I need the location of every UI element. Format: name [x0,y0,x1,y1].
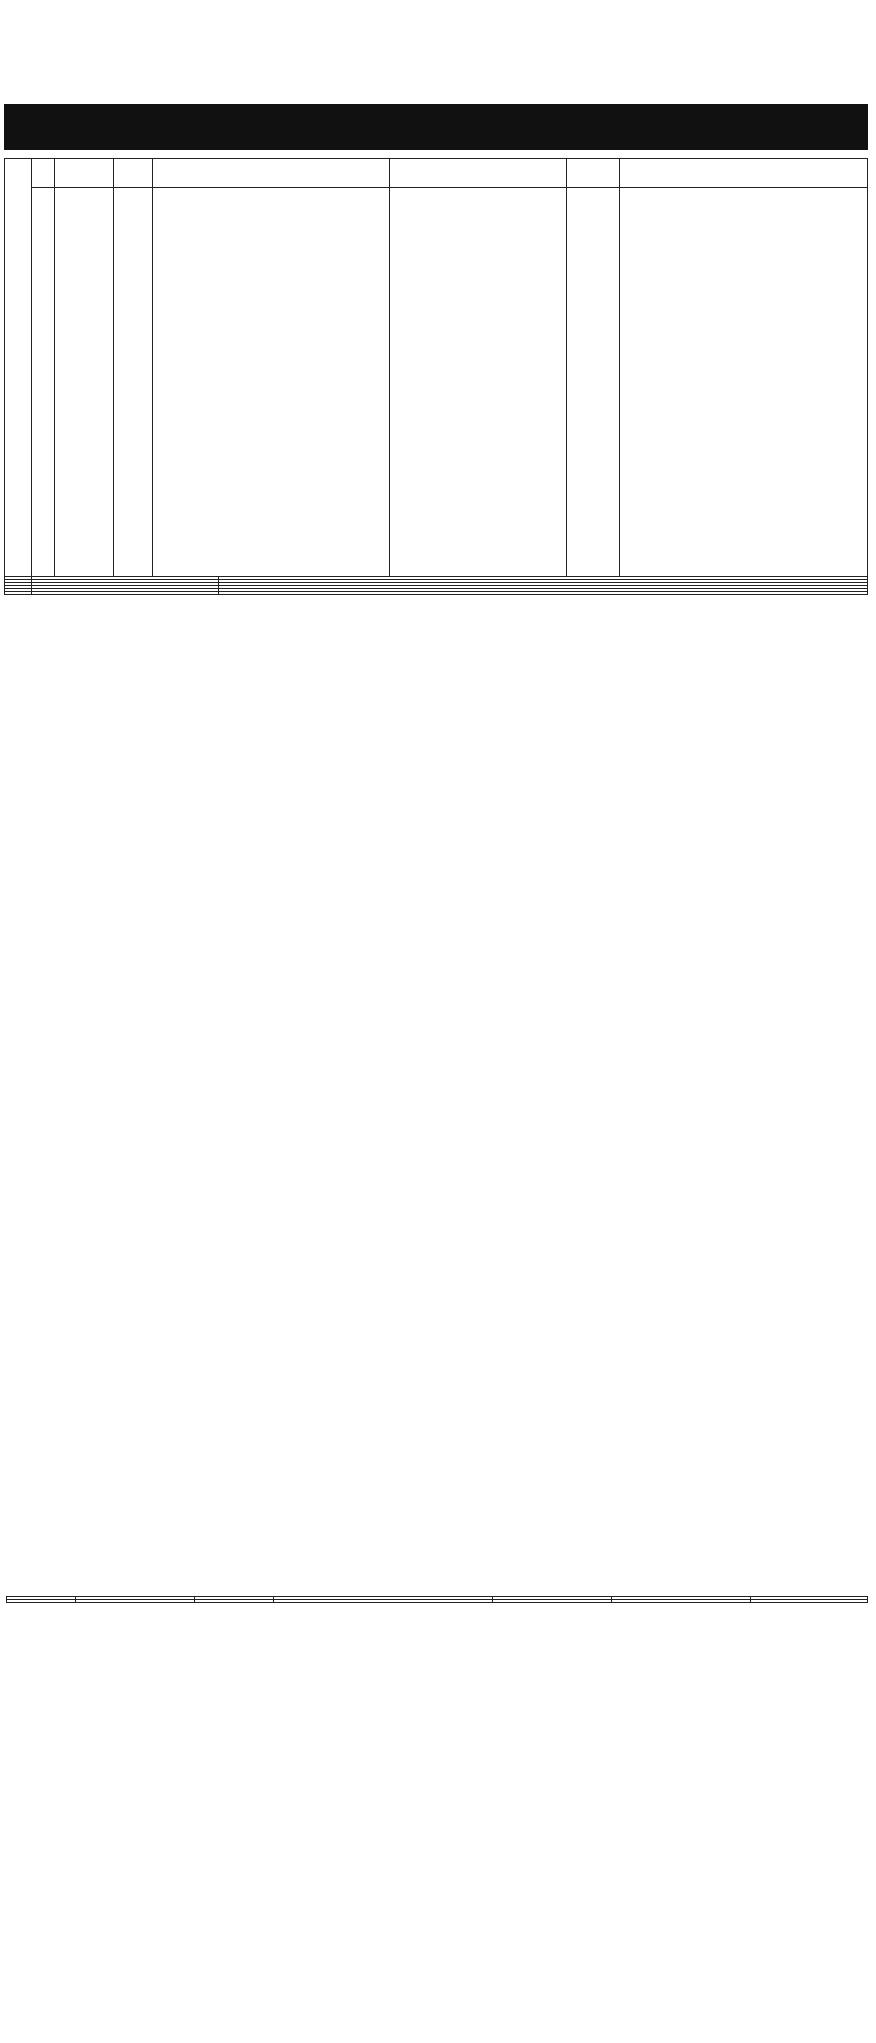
post-header-count [114,159,153,188]
post-table [32,159,867,576]
post-header-name [55,159,114,188]
post-serial [32,188,55,577]
age-limit [567,188,620,577]
cost-total [751,1600,868,1603]
post-header-blank [32,159,55,188]
cost-post [76,1600,195,1603]
cost-table [6,1596,868,1603]
qualification-text [390,188,567,577]
cost-count [195,1600,274,1603]
cost-serial [7,1600,76,1603]
tender-details-table [4,158,868,595]
cost-commission [612,1600,751,1603]
post-header-grade [620,159,868,188]
cost-vat [493,1600,612,1603]
row-serial [5,592,32,595]
post-table-row [5,159,868,577]
post-name [55,188,114,577]
office-list [153,188,390,577]
post-header-age [567,159,620,188]
pay-grade [620,188,868,577]
post-header-qualification [390,159,567,188]
row-value [219,592,868,595]
notice-title [4,104,868,150]
post-header-offices [153,159,390,188]
post-count [114,188,153,577]
cost-row [7,1600,868,1603]
post-row [32,188,867,577]
cost-salary [274,1600,493,1603]
detail-row [5,592,868,595]
row-label [32,592,219,595]
post-table-header [32,159,867,188]
